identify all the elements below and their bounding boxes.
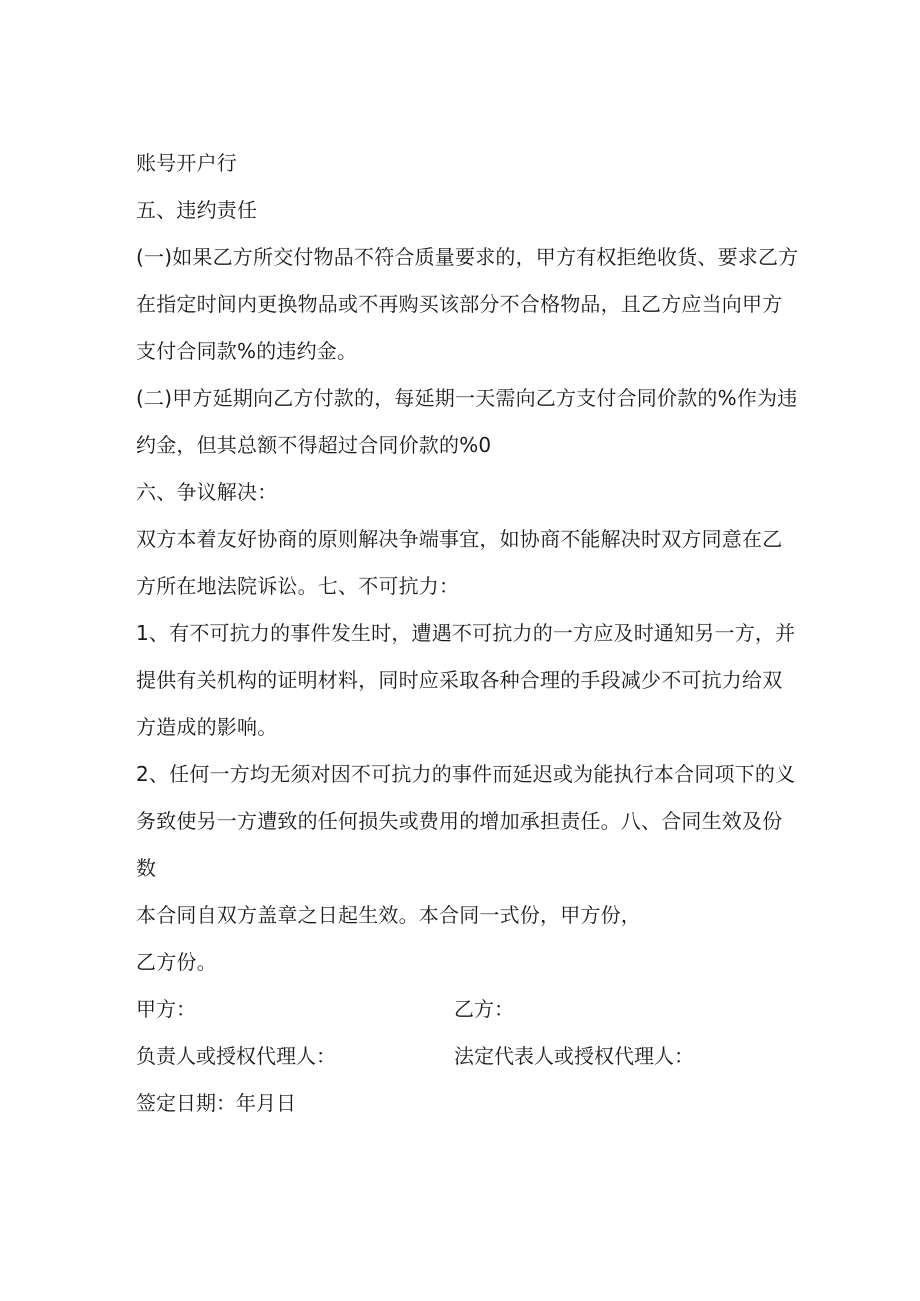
clause-line: 约金，但其总额不得超过合同价款的%0 [136,433,492,457]
clause-line: 提供有关机构的证明材料，同时应采取各种合理的手段减少不可抗力给双 [136,668,783,692]
clause-line: 方所在地法院诉讼。七、不可抗力： [136,574,460,598]
clause-line: 务致使另一方遭致的任何损失或费用的增加承担责任。八、合同生效及份 [136,809,783,833]
signature-row-date [136,1080,796,1127]
party-a-label: 甲方： [136,997,196,1021]
section-heading-dispute: 六、争议解决： [136,480,278,504]
signature-row-representatives [136,1033,796,1080]
section-heading-breach: 五、违约责任 [136,198,258,222]
party-b-rep-label: 法定代表人或授权代理人： [454,1044,694,1068]
clause-line: 本合同自双方盖章之日起生效。本合同一式份，甲方份， [136,903,641,927]
clause-line: 乙方份。 [136,950,217,974]
clause-line: 方造成的影响。 [136,715,278,739]
party-b-label: 乙方： [454,997,514,1021]
clause-line: (一)如果乙方所交付物品不符合质量要求的，甲方有权拒绝收货、要求乙方 [136,245,799,269]
clause-line: 在指定时间内更换物品或不再购买该部分不合格物品，且乙方应当向甲方 [136,292,783,316]
signature-row-parties [136,986,796,1033]
clause-line: 支付合同款%的违约金。 [136,339,358,363]
clause-line: 2、任何一方均无须对因不可抗力的事件而延迟或为能执行本合同项下的义 [136,762,796,786]
clause-line: (二)甲方延期向乙方付款的，每延期一天需向乙方支付合同价款的%作为违 [136,386,798,410]
party-a-rep-label: 负责人或授权代理人： [136,1044,336,1068]
bank-account-line: 账号开户行 [136,151,237,175]
document-body [136,140,799,1127]
clause-line: 数 [136,856,157,880]
clause-line: 1、有不可抗力的事件发生时，遭遇不可抗力的一方应及时通知另一方，并 [136,621,796,645]
clause-line: 双方本着友好协商的原则解决争端事宜，如协商不能解决时双方同意在乙 [136,527,783,551]
sign-date-label: 签定日期：年月日 [136,1091,296,1115]
